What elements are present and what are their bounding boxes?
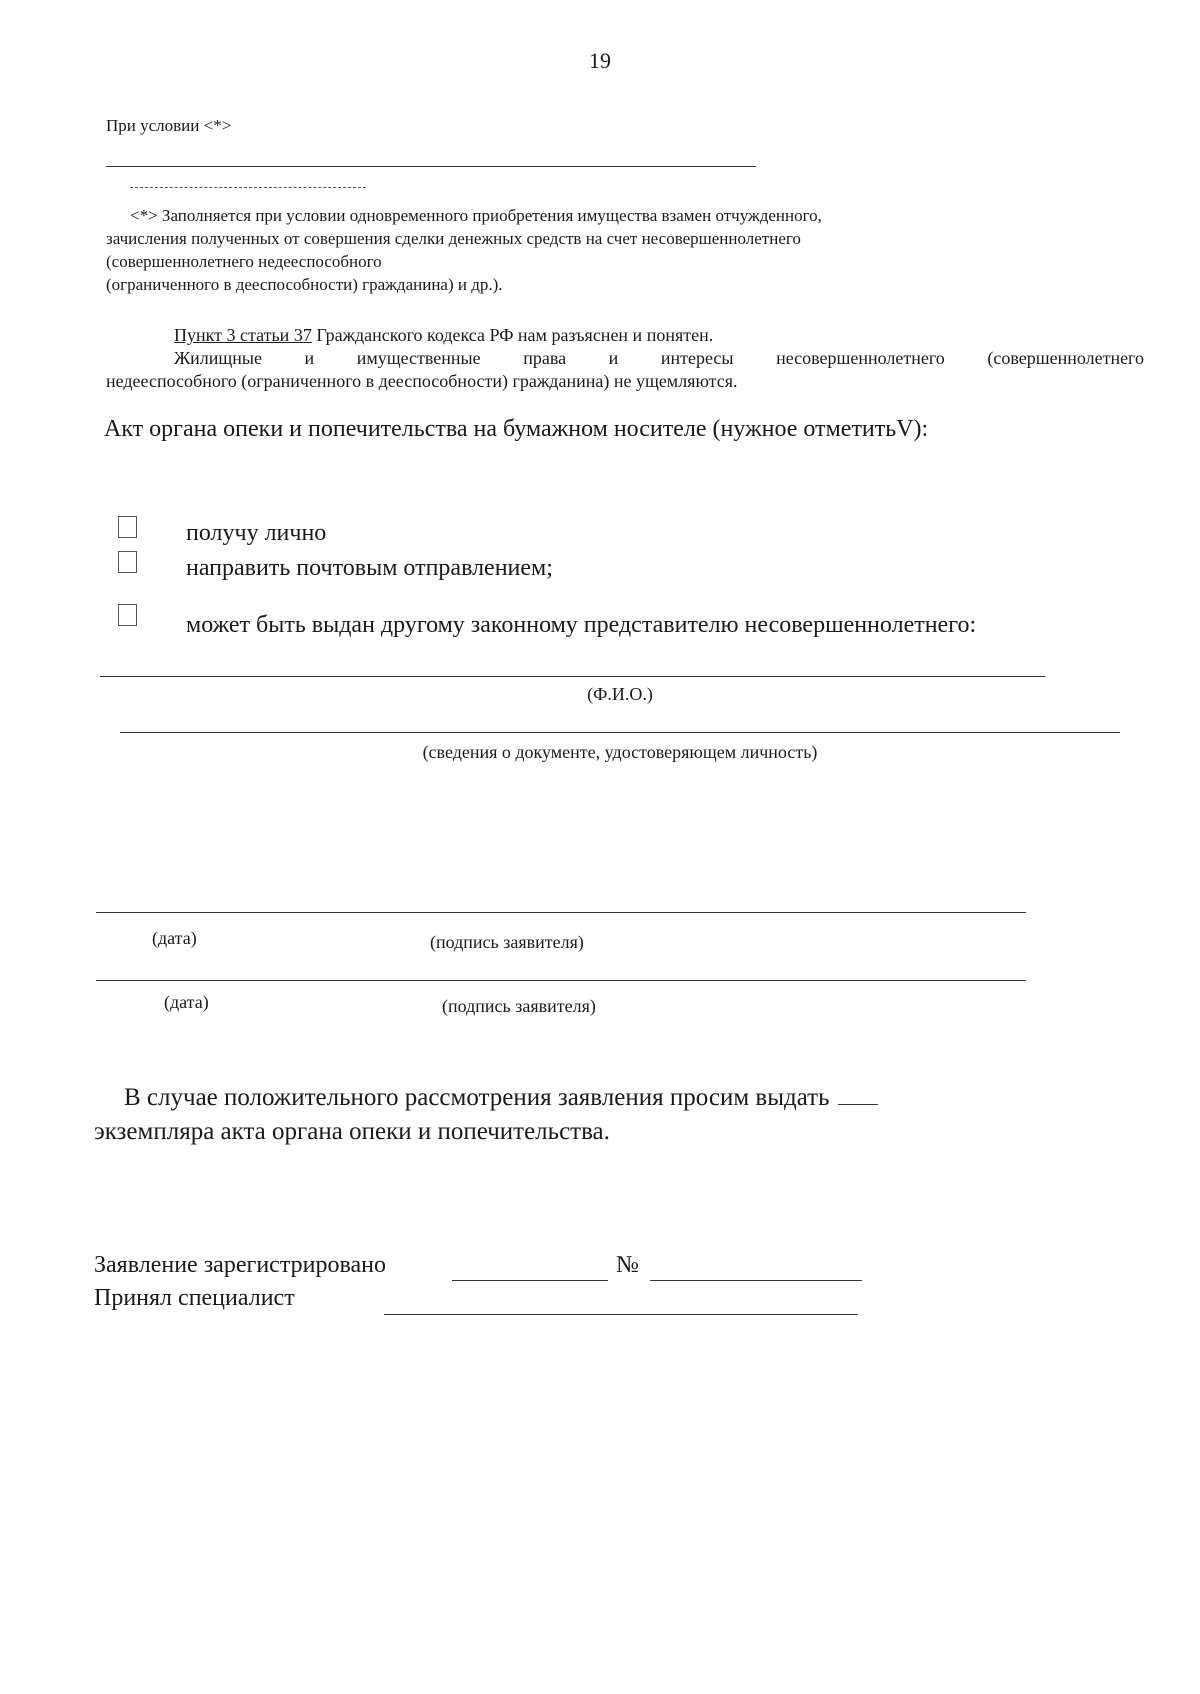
act-heading: Акт органа опеки и попечительства на бумажном носителе (нужное отметитьV):: [104, 416, 929, 442]
number-sign: №: [616, 1252, 639, 1278]
date-label-2: (дата): [164, 992, 209, 1012]
fio-caption: (Ф.И.О.): [587, 684, 653, 704]
option-other-representative: может быть выдан другому законному представителю несовершеннолетнего:: [186, 612, 977, 638]
registered-number-blank[interactable]: [650, 1280, 862, 1281]
request-line-1: [124, 1082, 878, 1114]
checkbox-receive-personally[interactable]: [118, 516, 137, 538]
law-note-line-2: Жилищные и имущественные права и интересы несовершеннолетнего (совершеннолетнего: [174, 348, 1144, 368]
checkbox-other-representative[interactable]: [118, 604, 137, 626]
document-blank-line[interactable]: [120, 732, 1120, 733]
option-send-by-mail: направить почтовым отправлением;: [186, 555, 553, 581]
footnote-line-4: (ограниченного в дееспособности) гражданина) и др.).: [106, 275, 503, 294]
footnote-line-1: <*> Заполняется при условии одновременного приобретения имущества взамен отчужденного,: [130, 206, 822, 225]
law-article-link[interactable]: Пункт 3 статьи 37: [174, 325, 312, 345]
document-caption: (сведения о документе, удостоверяющем личность): [422, 742, 818, 762]
law-note-line-3: недееспособного (ограниченного в дееспособности) гражданина) не ущемляются.: [106, 371, 738, 391]
fio-blank-line[interactable]: [100, 676, 1045, 677]
footnote-line-2: зачисления полученных от совершения сделки денежных средств на счет несовершеннолетнего: [106, 229, 801, 248]
date-label-1: (дата): [152, 928, 197, 948]
footnote-separator: [130, 187, 366, 188]
request-text: В случае положительного рассмотрения заявления просим выдать: [124, 1084, 830, 1111]
option-receive-personally: получу лично: [186, 520, 327, 546]
signature-line-2[interactable]: [96, 980, 1026, 981]
specialist-label: Принял специалист: [94, 1285, 295, 1311]
page-number: 19: [589, 48, 611, 73]
condition-blank-line[interactable]: [106, 166, 756, 167]
law-note-line-1: [174, 323, 713, 347]
signature-line-1[interactable]: [96, 912, 1026, 913]
registered-label: Заявление зарегистрировано: [94, 1252, 386, 1278]
condition-label: При условии <*>: [106, 116, 232, 135]
copies-count-blank[interactable]: [838, 1084, 878, 1105]
checkbox-send-by-mail[interactable]: [118, 551, 137, 573]
law-note-rest: Гражданского кодекса РФ нам разъяснен и понятен.: [311, 325, 714, 345]
footnote-line-3: (совершеннолетнего недееспособного: [106, 252, 382, 271]
sign-label-2: (подпись заявителя): [442, 996, 596, 1016]
request-line-2: экземпляра акта органа опеки и попечительства.: [94, 1118, 610, 1145]
specialist-blank-line[interactable]: [384, 1314, 858, 1315]
registered-date-blank[interactable]: [452, 1280, 608, 1281]
sign-label-1: (подпись заявителя): [430, 932, 584, 952]
